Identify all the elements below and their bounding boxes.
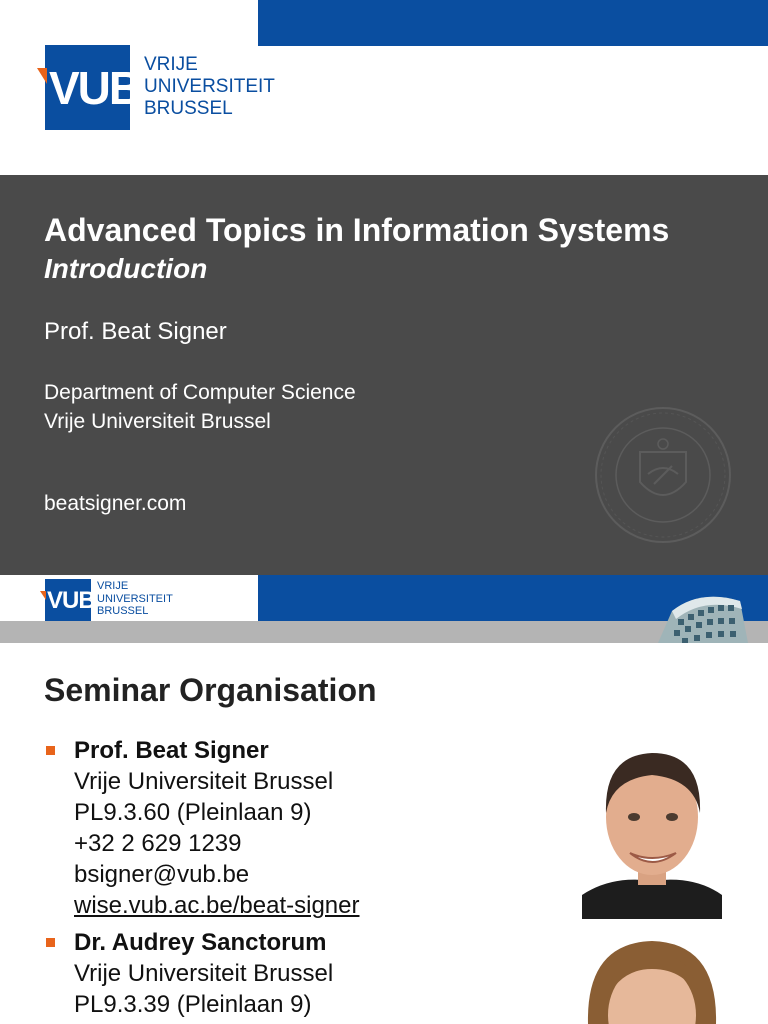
- building-image: [652, 583, 752, 643]
- small-logo-line-vrije: VRIJE: [97, 580, 129, 592]
- small-vub-logo-mark: [45, 579, 95, 621]
- small-logo-line-universiteit: UNIVERSITEIT: [97, 592, 173, 605]
- contact-audrey-sanctorum: [44, 927, 333, 1020]
- contact-email[interactable]: bsigner@vub.be: [74, 861, 250, 888]
- vub-logo-wordmark: [144, 54, 275, 120]
- author-name: Prof. Beat Signer: [44, 318, 227, 345]
- department-name: Department of Computer Science: [44, 381, 356, 404]
- contact-name: Dr. Audrey Sanctorum: [74, 929, 327, 956]
- university-seal-icon: [592, 404, 734, 546]
- vub-logo-mark: [45, 45, 141, 130]
- small-vub-logo-wordmark: [97, 580, 173, 618]
- contact-name-row: [44, 927, 333, 958]
- contact-office: PL9.3.39 (Pleinlaan 9): [74, 991, 312, 1018]
- vub-logo-orange-accent: [37, 68, 47, 84]
- small-logo-line-brussel: BRUSSEL: [97, 605, 149, 617]
- photo-audrey-sanctorum: [582, 931, 722, 1024]
- logo-line-universiteit: UNIVERSITEIT: [144, 76, 275, 97]
- seminar-slide: [0, 575, 768, 1024]
- seminar-heading: Seminar Organisation: [44, 672, 377, 708]
- website-link[interactable]: beatsigner.com: [44, 492, 187, 515]
- slide-title: Advanced Topics in Information Systems: [44, 212, 670, 248]
- contact-name: Prof. Beat Signer: [74, 737, 269, 764]
- orange-bullet-icon: [46, 938, 55, 947]
- logo-line-brussel: BRUSSEL: [144, 98, 233, 119]
- contact-affiliation: Vrije Universiteit Brussel: [74, 960, 334, 987]
- photo-beat-signer: [582, 735, 722, 919]
- contact-office: PL9.3.60 (Pleinlaan 9): [74, 799, 312, 826]
- header-blue-bar: [258, 0, 768, 46]
- contact-beat-signer: [44, 735, 360, 921]
- small-vub-logo-orange-accent: [40, 591, 46, 600]
- logo-line-vrije: VRIJE: [144, 54, 198, 75]
- vub-logo-letters: VUB: [49, 62, 141, 114]
- university-name: Vrije Universiteit Brussel: [44, 410, 271, 433]
- small-vub-logo-letters: VUB: [47, 587, 95, 614]
- contact-name-row: [44, 735, 360, 766]
- affiliation: [44, 378, 356, 436]
- contact-affiliation: Vrije Universiteit Brussel: [74, 768, 334, 795]
- contact-homepage-link[interactable]: wise.vub.ac.be/beat-signer: [74, 892, 360, 919]
- orange-bullet-icon: [46, 746, 55, 755]
- slide-subtitle: Introduction: [44, 253, 208, 284]
- contact-phone: +32 2 629 1239: [74, 830, 242, 857]
